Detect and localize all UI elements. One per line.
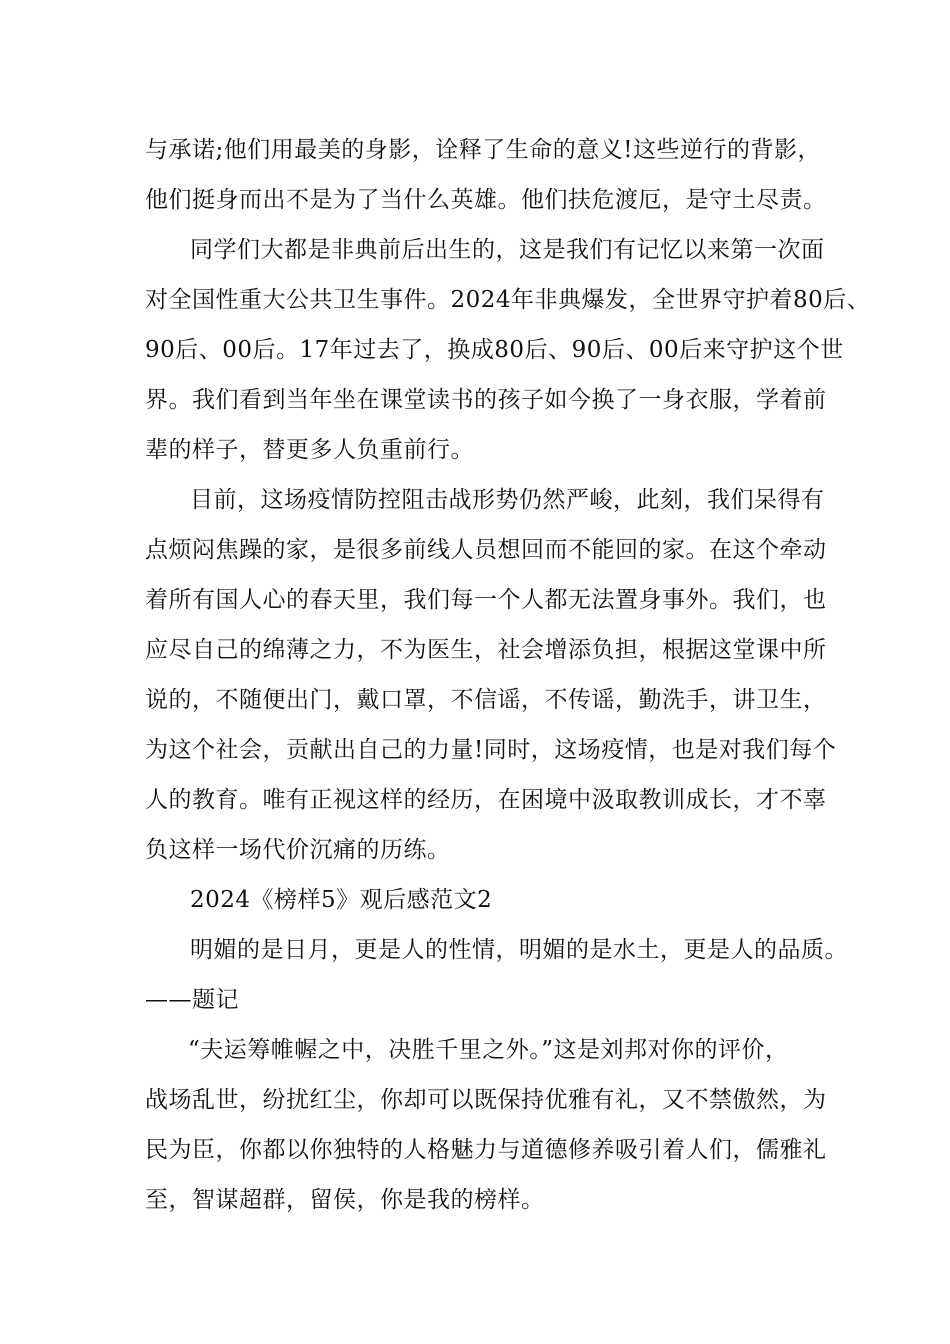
text-line: 界。我们看到当年坐在课堂读书的孩子如今换了一身衣服，学着前 xyxy=(145,387,827,413)
text-line: 应尽自己的绵薄之力，不为医生，社会增添负担，根据这堂课中所 xyxy=(145,637,827,663)
text-line: 战场乱世，纷扰红尘，你却可以既保持优雅有礼，又不禁傲然，为 xyxy=(145,1087,827,1113)
text-line: 对全国性重大公共卫生事件。2024年非典爆发，全世界守护着80后、 xyxy=(145,287,871,313)
paragraph-start-line: 目前，这场疫情防控阻击战形势仍然严峻，此刻，我们呆得有 xyxy=(190,487,825,513)
text-line: 至，智谋超群，留侯，你是我的榜样。 xyxy=(145,1187,545,1213)
text-line: 民为臣，你都以你独特的人格魅力与道德修养吸引着人们，儒雅礼 xyxy=(145,1137,827,1163)
text-line: 负这样一场代价沉痛的历练。 xyxy=(145,837,451,863)
paragraph-start-line: “夫运筹帷幄之中，决胜千里之外。”这是刘邦对你的评价， xyxy=(188,1037,789,1063)
text-line: 与承诺;他们用最美的身影，诠释了生命的意义!这些逆行的背影， xyxy=(145,137,821,163)
paragraph-start-line: 同学们大都是非典前后出生的，这是我们有记忆以来第一次面 xyxy=(190,237,825,263)
text-line: 点烦闷焦躁的家，是很多前线人员想回而不能回的家。在这个牵动 xyxy=(145,537,827,563)
epigraph-attribution: ——题记 xyxy=(145,987,239,1013)
text-line: 90后、00后。17年过去了，换成80后、90后、00后来守护这个世 xyxy=(145,337,844,363)
text-line: 人的教育。唯有正视这样的经历，在困境中汲取教训成长，才不辜 xyxy=(145,787,827,813)
text-line: 他们挺身而出不是为了当什么英雄。他们扶危渡厄，是守土尽责。 xyxy=(145,187,827,213)
text-line: 着所有国人心的春天里，我们每一个人都无法置身事外。我们，也 xyxy=(145,587,827,613)
text-line: 为这个社会，贡献出自己的力量!同时，这场疫情，也是对我们每个 xyxy=(145,737,837,763)
section-heading: 2024《榜样5》观后感范文2 xyxy=(190,887,493,913)
epigraph-line: 明媚的是日月，更是人的性情，明媚的是水土，更是人的品质。 xyxy=(190,937,848,963)
text-line: 辈的样子，替更多人负重前行。 xyxy=(145,437,474,463)
text-line: 说的，不随便出门，戴口罩，不信谣，不传谣，勤洗手，讲卫生， xyxy=(145,687,827,713)
